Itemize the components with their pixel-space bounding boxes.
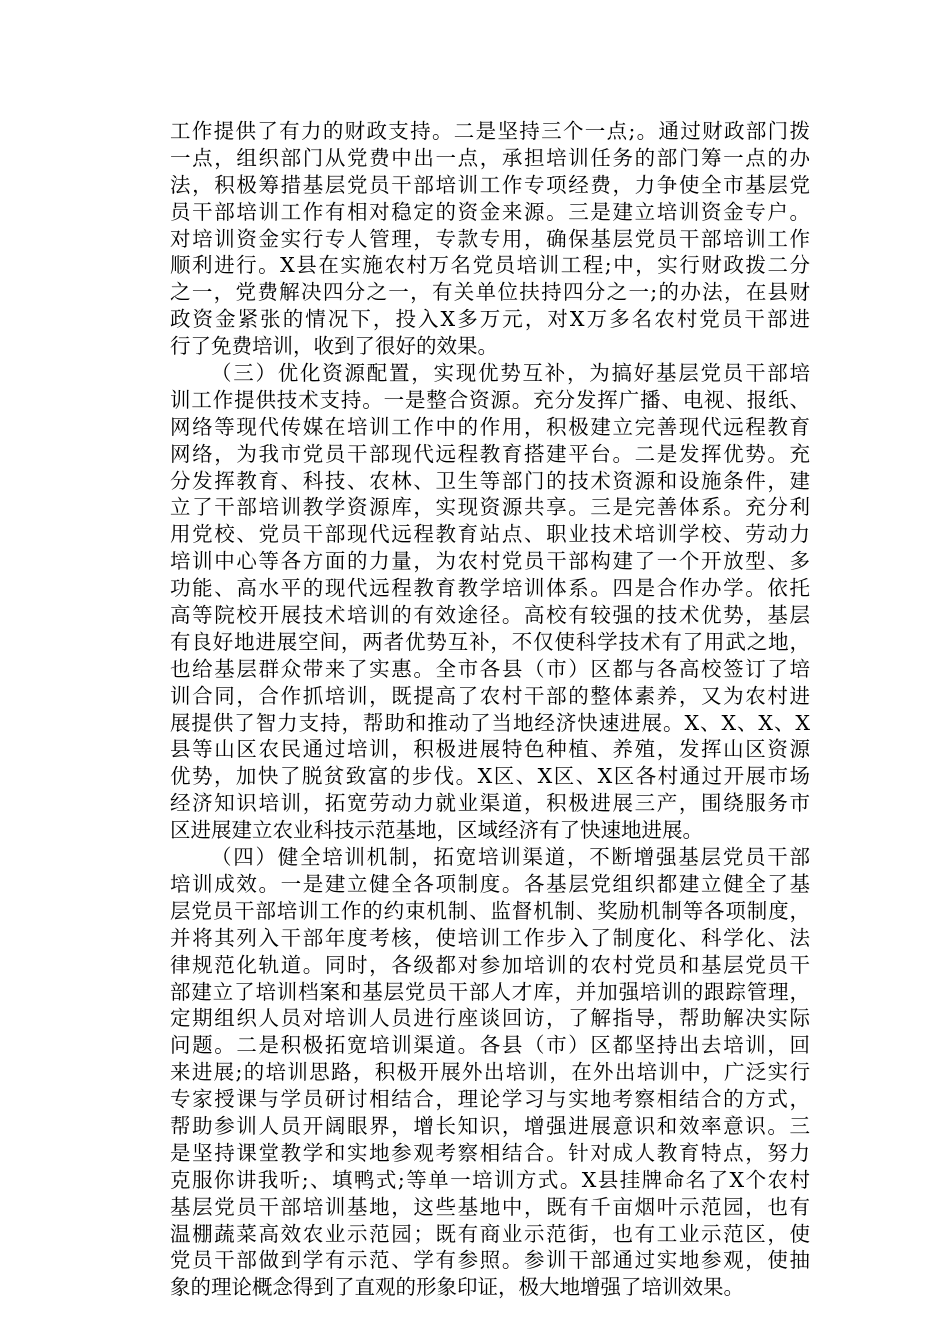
- text-line: 象的理论概念得到了直观的形象印证，极大地增强了培训效果。: [170, 1275, 744, 1300]
- text-line: 网络等现代传媒在培训工作中的作用，积极建立完善现代远程教育: [170, 414, 810, 439]
- text-line: 一点，组织部门从党费中出一点，承担培训任务的部门筹一点的办: [170, 145, 810, 170]
- text-line: 也给基层群众带来了实惠。全市各县（市）区都与各高校签订了培: [170, 656, 810, 681]
- text-line: 县等山区农民通过培训，积极进展特色种植、养殖，发挥山区资源: [170, 737, 810, 762]
- text-line: 区进展建立农业科技示范基地，区域经济有了快速地进展。: [170, 818, 703, 843]
- text-line: 律规范化轨道。同时，各级都对参加培训的农村党员和基层党员干: [170, 952, 810, 977]
- text-line: 法，积极筹措基层党员干部培训工作专项经费，力争使全市基层党: [170, 172, 810, 197]
- text-line: 训工作提供技术支持。一是整合资源。充分发挥广播、电视、报纸、: [170, 387, 810, 412]
- text-line: 训合同，合作抓培训，既提高了农村干部的整体素养，又为农村进: [170, 683, 810, 708]
- text-line: 帮助参训人员开阔眼界，增长知识，增强进展意识和效率意识。三: [170, 1113, 810, 1138]
- text-line: 高等院校开展技术培训的有效途径。高校有较强的技术优势，基层: [170, 603, 810, 628]
- text-line: 克服你讲我听;、填鸭式;等单一培训方式。X县挂牌命名了X个农村: [170, 1167, 810, 1192]
- text-line: 定期组织人员对培训人员进行座谈回访，了解指导，帮助解决实际: [170, 1006, 810, 1031]
- text-line: 是坚持课堂教学和实地参观考察相结合。针对成人教育特点，努力: [170, 1140, 810, 1165]
- text-line: （三）优化资源配置，实现优势互补，为搞好基层党员干部培: [211, 361, 810, 386]
- text-line: 工作提供了有力的财政支持。二是坚持三个一点;。通过财政部门拨: [170, 119, 810, 143]
- text-line: 有良好地进展空间，两者优势互补，不仅使科学技术有了用武之地，: [170, 629, 810, 654]
- text-line: 培训中心等各方面的力量，为农村党员干部构建了一个开放型、多: [170, 549, 810, 574]
- text-line: 温棚蔬菜高效农业示范园；既有商业示范街，也有工业示范区，使: [170, 1221, 810, 1246]
- text-line: 经济知识培训，拓宽劳动力就业渠道，积极进展三产，围绕服务市: [170, 791, 810, 816]
- text-line: 问题。二是积极拓宽培训渠道。各县（市）区都坚持出去培训，回: [170, 1033, 810, 1058]
- text-line: 展提供了智力支持，帮助和推动了当地经济快速进展。X、X、X、X: [170, 710, 810, 735]
- text-line: 立了干部培训教学资源库，实现资源共享。三是完善体系。充分利: [170, 495, 810, 520]
- text-line: 之一，党费解决四分之一，有关单位扶持四分之一;的办法，在县财: [170, 280, 810, 305]
- text-line: 党员干部做到学有示范、学有参照。参训干部通过实地参观，使抽: [170, 1248, 810, 1273]
- document-body: [170, 118, 810, 1301]
- text-line: 网络，为我市党员干部现代远程教育搭建平台。二是发挥优势。充: [170, 441, 810, 466]
- text-block: [170, 118, 810, 1301]
- text-line: 部建立了培训档案和基层党员干部人才库，并加强培训的跟踪管理，: [170, 979, 810, 1004]
- text-line: 优势，加快了脱贫致富的步伐。X区、X区、X区各村通过开展市场: [170, 764, 810, 789]
- text-line: （四）健全培训机制，拓宽培训渠道，不断增强基层党员干部: [211, 845, 810, 870]
- text-line: 顺利进行。X县在实施农村万名党员培训工程;中，实行财政拨二分: [170, 253, 810, 278]
- text-line: 分发挥教育、科技、农林、卫生等部门的技术资源和设施条件，建: [170, 468, 810, 493]
- text-line: 专家授课与学员研讨相结合，理论学习与实地考察相结合的方式，: [170, 1087, 810, 1112]
- text-line: 层党员干部培训工作的约束机制、监督机制、奖励机制等各项制度，: [170, 898, 810, 923]
- text-line: 政资金紧张的情况下，投入X多万元，对X万多名农村党员干部进: [170, 307, 810, 332]
- text-line: 功能、高水平的现代远程教育教学培训体系。四是合作办学。依托: [170, 576, 810, 601]
- text-line: 基层党员干部培训基地，这些基地中，既有千亩烟叶示范园，也有: [170, 1194, 810, 1219]
- text-line: 用党校、党员干部现代远程教育站点、职业技术培训学校、劳动力: [170, 522, 810, 547]
- text-line: 行了免费培训，收到了很好的效果。: [170, 334, 498, 359]
- text-line: 培训成效。一是建立健全各项制度。各基层党组织都建立健全了基: [170, 871, 810, 896]
- text-line: 对培训资金实行专人管理，专款专用，确保基层党员干部培训工作: [170, 226, 810, 251]
- text-line: 员干部培训工作有相对稳定的资金来源。三是建立培训资金专户。: [170, 199, 810, 224]
- text-line: 并将其列入干部年度考核，使培训工作步入了制度化、科学化、法: [170, 925, 810, 950]
- text-line: 来进展;的培训思路，积极开展外出培训，在外出培训中，广泛实行: [170, 1060, 810, 1085]
